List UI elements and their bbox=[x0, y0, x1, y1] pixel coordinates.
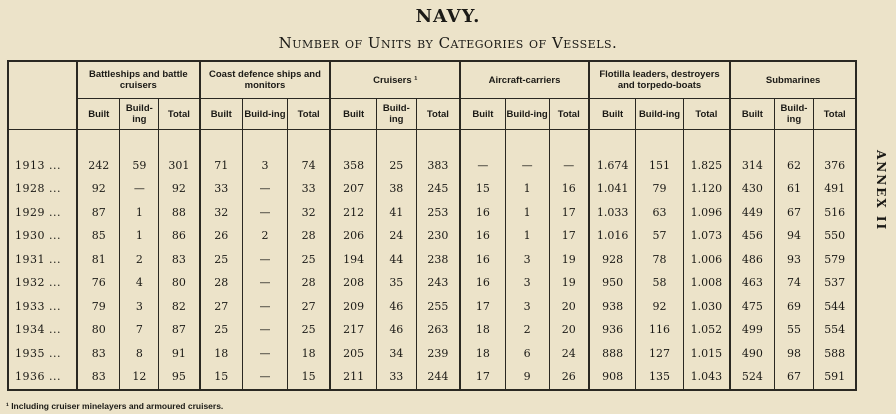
table-cell: 1 bbox=[505, 177, 549, 201]
table-row bbox=[8, 248, 856, 272]
table-cell: 98 bbox=[774, 342, 814, 366]
table-cell: 57 bbox=[636, 224, 683, 248]
table-cell: 242 bbox=[77, 154, 120, 178]
subcolumn-header: Total bbox=[159, 99, 200, 130]
table-cell: 212 bbox=[330, 201, 376, 225]
table-cell: 1.030 bbox=[683, 295, 730, 319]
table-cell: 15 bbox=[460, 177, 505, 201]
table-cell: 151 bbox=[636, 154, 683, 178]
row-year: 1934 ... bbox=[8, 318, 77, 342]
table-cell: 19 bbox=[549, 271, 589, 295]
table-cell: 91 bbox=[159, 342, 200, 366]
table-cell: 32 bbox=[287, 201, 330, 225]
table-cell: 83 bbox=[159, 248, 200, 272]
table-cell: 26 bbox=[200, 224, 243, 248]
table-cell: 35 bbox=[376, 271, 416, 295]
table-cell: 61 bbox=[774, 177, 814, 201]
table-row bbox=[8, 224, 856, 248]
row-year: 1936 ... bbox=[8, 365, 77, 390]
table-cell: 1.096 bbox=[683, 201, 730, 225]
table-cell: 255 bbox=[416, 295, 460, 319]
table-cell: 3 bbox=[120, 295, 159, 319]
table-cell: 74 bbox=[774, 271, 814, 295]
table-cell: 449 bbox=[730, 201, 774, 225]
subcolumn-header: Built bbox=[730, 99, 774, 130]
table-cell: — bbox=[242, 365, 287, 390]
table-cell: 83 bbox=[77, 365, 120, 390]
category-header: Coast defence ships and monitors bbox=[200, 61, 331, 99]
table-cell: 1.015 bbox=[683, 342, 730, 366]
table-cell: 591 bbox=[814, 365, 856, 390]
table-cell: 499 bbox=[730, 318, 774, 342]
table-row bbox=[8, 295, 856, 319]
category-header: Submarines bbox=[730, 61, 856, 99]
table-cell: — bbox=[549, 154, 589, 178]
category-header: Flotilla leaders, destroyers and torpedo-boats bbox=[589, 61, 730, 99]
table-cell: 20 bbox=[549, 318, 589, 342]
table-cell: 1.043 bbox=[683, 365, 730, 390]
table-cell: 67 bbox=[774, 201, 814, 225]
table-cell: 79 bbox=[77, 295, 120, 319]
row-year: 1932 ... bbox=[8, 271, 77, 295]
table-cell: 7 bbox=[120, 318, 159, 342]
table-cell: — bbox=[242, 295, 287, 319]
subcolumn-header: Total bbox=[814, 99, 856, 130]
table-cell: 74 bbox=[287, 154, 330, 178]
table-row bbox=[8, 201, 856, 225]
table-cell: 1.073 bbox=[683, 224, 730, 248]
table-cell: 243 bbox=[416, 271, 460, 295]
table-cell: 25 bbox=[287, 248, 330, 272]
table-cell: 93 bbox=[774, 248, 814, 272]
table-cell: 3 bbox=[242, 154, 287, 178]
table-cell: 59 bbox=[120, 154, 159, 178]
table-cell: 238 bbox=[416, 248, 460, 272]
row-year: 1928 ... bbox=[8, 177, 77, 201]
table-cell: 25 bbox=[287, 318, 330, 342]
table-cell: 209 bbox=[330, 295, 376, 319]
table-subtitle: Number of Units by Categories of Vessels. bbox=[278, 34, 618, 52]
table-cell: 33 bbox=[287, 177, 330, 201]
table-cell: — bbox=[242, 177, 287, 201]
table-cell: 16 bbox=[460, 201, 505, 225]
table-cell: 1.008 bbox=[683, 271, 730, 295]
table-cell: 16 bbox=[460, 248, 505, 272]
table-cell: 17 bbox=[460, 365, 505, 390]
table-cell: — bbox=[460, 154, 505, 178]
table-cell: 1 bbox=[505, 201, 549, 225]
table-cell: 928 bbox=[589, 248, 636, 272]
table-cell: 2 bbox=[505, 318, 549, 342]
table-cell: 550 bbox=[814, 224, 856, 248]
table-cell: 1.825 bbox=[683, 154, 730, 178]
subcolumn-header: Build-ing bbox=[120, 99, 159, 130]
table-cell: 67 bbox=[774, 365, 814, 390]
table-cell: 217 bbox=[330, 318, 376, 342]
subcolumn-header: Built bbox=[200, 99, 243, 130]
table-cell: 58 bbox=[636, 271, 683, 295]
table-cell: 516 bbox=[814, 201, 856, 225]
subcolumn-header: Build-ing bbox=[636, 99, 683, 130]
table-cell: 2 bbox=[120, 248, 159, 272]
table-cell: 314 bbox=[730, 154, 774, 178]
table-cell: 63 bbox=[636, 201, 683, 225]
table-cell: 3 bbox=[505, 295, 549, 319]
table-cell: 544 bbox=[814, 295, 856, 319]
row-year: 1933 ... bbox=[8, 295, 77, 319]
table-cell: — bbox=[242, 248, 287, 272]
table-cell: 263 bbox=[416, 318, 460, 342]
table-cell: 2 bbox=[242, 224, 287, 248]
page-title: NAVY. bbox=[415, 6, 481, 27]
subcolumn-header: Build-ing bbox=[774, 99, 814, 130]
row-year: 1931 ... bbox=[8, 248, 77, 272]
table-cell: 127 bbox=[636, 342, 683, 366]
table-cell: — bbox=[242, 201, 287, 225]
table-cell: — bbox=[242, 342, 287, 366]
table-cell: 15 bbox=[200, 365, 243, 390]
table-row bbox=[8, 177, 856, 201]
table-cell: 554 bbox=[814, 318, 856, 342]
table-cell: 579 bbox=[814, 248, 856, 272]
table-cell: 25 bbox=[200, 248, 243, 272]
table-cell: 524 bbox=[730, 365, 774, 390]
table-cell: 69 bbox=[774, 295, 814, 319]
category-header: Cruisers ¹ bbox=[330, 61, 460, 99]
table-cell: 1 bbox=[120, 201, 159, 225]
subcolumn-header: Build-ing bbox=[242, 99, 287, 130]
table-cell: 83 bbox=[77, 342, 120, 366]
table-cell: 244 bbox=[416, 365, 460, 390]
table-body bbox=[8, 130, 856, 390]
table-cell: 205 bbox=[330, 342, 376, 366]
row-year: 1935 ... bbox=[8, 342, 77, 366]
table-cell: 1.016 bbox=[589, 224, 636, 248]
table-cell: 301 bbox=[159, 154, 200, 178]
table-cell: 79 bbox=[636, 177, 683, 201]
table-cell: 88 bbox=[159, 201, 200, 225]
table-cell: 95 bbox=[159, 365, 200, 390]
table-cell: 15 bbox=[287, 365, 330, 390]
table-cell: 194 bbox=[330, 248, 376, 272]
table-cell: 32 bbox=[200, 201, 243, 225]
table-cell: 888 bbox=[589, 342, 636, 366]
table-cell: — bbox=[120, 177, 159, 201]
table-cell: 1 bbox=[505, 224, 549, 248]
table-cell: 81 bbox=[77, 248, 120, 272]
table-cell: 27 bbox=[200, 295, 243, 319]
table-cell: 116 bbox=[636, 318, 683, 342]
annex-label: ANNEX II bbox=[874, 150, 888, 232]
table-cell: 1.052 bbox=[683, 318, 730, 342]
table-row bbox=[8, 342, 856, 366]
table-row bbox=[8, 365, 856, 390]
table-cell: 28 bbox=[287, 224, 330, 248]
table-cell: 80 bbox=[159, 271, 200, 295]
table-cell: 62 bbox=[774, 154, 814, 178]
table-cell: 18 bbox=[460, 318, 505, 342]
table-cell: 1.006 bbox=[683, 248, 730, 272]
table-cell: — bbox=[242, 271, 287, 295]
subcolumn-header: Total bbox=[683, 99, 730, 130]
table-cell: 16 bbox=[460, 271, 505, 295]
table-cell: 383 bbox=[416, 154, 460, 178]
subcolumn-header: Built bbox=[330, 99, 376, 130]
table-cell: 1.120 bbox=[683, 177, 730, 201]
table-cell: 12 bbox=[120, 365, 159, 390]
subcolumn-header: Total bbox=[549, 99, 589, 130]
subcolumn-header: Built bbox=[77, 99, 120, 130]
table-cell: 20 bbox=[549, 295, 589, 319]
row-year: 1913 ... bbox=[8, 154, 77, 178]
table-cell: 78 bbox=[636, 248, 683, 272]
table-row bbox=[8, 154, 856, 178]
table-cell: 207 bbox=[330, 177, 376, 201]
table-cell: 76 bbox=[77, 271, 120, 295]
table-cell: 430 bbox=[730, 177, 774, 201]
table-cell: 537 bbox=[814, 271, 856, 295]
table-cell: 92 bbox=[77, 177, 120, 201]
subcolumn-header: Total bbox=[416, 99, 460, 130]
table-cell: 206 bbox=[330, 224, 376, 248]
table-cell: 938 bbox=[589, 295, 636, 319]
table-cell: 230 bbox=[416, 224, 460, 248]
table-cell: 25 bbox=[200, 318, 243, 342]
table-cell: 9 bbox=[505, 365, 549, 390]
table-cell: 80 bbox=[77, 318, 120, 342]
table-cell: 27 bbox=[287, 295, 330, 319]
navy-units-table bbox=[7, 60, 857, 391]
table-cell: — bbox=[505, 154, 549, 178]
table-cell: 245 bbox=[416, 177, 460, 201]
subcolumn-header: Built bbox=[589, 99, 636, 130]
table-cell: 46 bbox=[376, 295, 416, 319]
table-cell: 82 bbox=[159, 295, 200, 319]
table-cell: 24 bbox=[549, 342, 589, 366]
subcolumn-header: Build-ing bbox=[376, 99, 416, 130]
table-cell: 211 bbox=[330, 365, 376, 390]
table-cell: 18 bbox=[460, 342, 505, 366]
table-cell: 38 bbox=[376, 177, 416, 201]
table-cell: 1.033 bbox=[589, 201, 636, 225]
table-cell: 25 bbox=[376, 154, 416, 178]
table-cell: 376 bbox=[814, 154, 856, 178]
table-cell: 24 bbox=[376, 224, 416, 248]
subcolumn-header: Total bbox=[287, 99, 330, 130]
table-cell: 28 bbox=[287, 271, 330, 295]
table-cell: 475 bbox=[730, 295, 774, 319]
table-cell: 85 bbox=[77, 224, 120, 248]
table-cell: 28 bbox=[200, 271, 243, 295]
table-cell: 936 bbox=[589, 318, 636, 342]
table-cell: 34 bbox=[376, 342, 416, 366]
table-cell: 86 bbox=[159, 224, 200, 248]
table-cell: 486 bbox=[730, 248, 774, 272]
table-cell: 17 bbox=[549, 201, 589, 225]
table-cell: 17 bbox=[549, 224, 589, 248]
table-cell: 18 bbox=[200, 342, 243, 366]
table-cell: 46 bbox=[376, 318, 416, 342]
table-cell: 950 bbox=[589, 271, 636, 295]
table-cell: 33 bbox=[376, 365, 416, 390]
table-cell: 358 bbox=[330, 154, 376, 178]
table-cell: 3 bbox=[505, 271, 549, 295]
table-cell: 94 bbox=[774, 224, 814, 248]
table-cell: 1.041 bbox=[589, 177, 636, 201]
table-cell: 19 bbox=[549, 248, 589, 272]
table-cell: 55 bbox=[774, 318, 814, 342]
table-cell: 92 bbox=[636, 295, 683, 319]
footnote: ¹ Including cruiser minelayers and armoured cruisers. bbox=[6, 401, 224, 411]
row-year: 1929 ... bbox=[8, 201, 77, 225]
table-cell: — bbox=[242, 318, 287, 342]
table-cell: 16 bbox=[460, 224, 505, 248]
table-cell: 588 bbox=[814, 342, 856, 366]
table-cell: 239 bbox=[416, 342, 460, 366]
category-header: Battleships and battle cruisers bbox=[77, 61, 199, 99]
table-cell: 4 bbox=[120, 271, 159, 295]
header-corner bbox=[8, 61, 77, 130]
table-cell: 463 bbox=[730, 271, 774, 295]
table-cell: 17 bbox=[460, 295, 505, 319]
table-cell: 456 bbox=[730, 224, 774, 248]
row-year: 1930 ... bbox=[8, 224, 77, 248]
subcolumn-header: Build-ing bbox=[505, 99, 549, 130]
table-cell: 41 bbox=[376, 201, 416, 225]
table-cell: 33 bbox=[200, 177, 243, 201]
table-cell: 490 bbox=[730, 342, 774, 366]
table-cell: 92 bbox=[159, 177, 200, 201]
table-row bbox=[8, 318, 856, 342]
table-cell: 135 bbox=[636, 365, 683, 390]
table-cell: 908 bbox=[589, 365, 636, 390]
table-cell: 208 bbox=[330, 271, 376, 295]
table-cell: 44 bbox=[376, 248, 416, 272]
table-cell: 8 bbox=[120, 342, 159, 366]
table-cell: 6 bbox=[505, 342, 549, 366]
category-header: Aircraft-carriers bbox=[460, 61, 589, 99]
table-cell: 1.674 bbox=[589, 154, 636, 178]
table-row bbox=[8, 271, 856, 295]
table-cell: 87 bbox=[159, 318, 200, 342]
table-cell: 87 bbox=[77, 201, 120, 225]
table-cell: 253 bbox=[416, 201, 460, 225]
table-cell: 18 bbox=[287, 342, 330, 366]
table-cell: 16 bbox=[549, 177, 589, 201]
table-cell: 71 bbox=[200, 154, 243, 178]
table-cell: 26 bbox=[549, 365, 589, 390]
table-cell: 491 bbox=[814, 177, 856, 201]
subcolumn-header: Built bbox=[460, 99, 505, 130]
table-cell: 1 bbox=[120, 224, 159, 248]
table-cell: 3 bbox=[505, 248, 549, 272]
